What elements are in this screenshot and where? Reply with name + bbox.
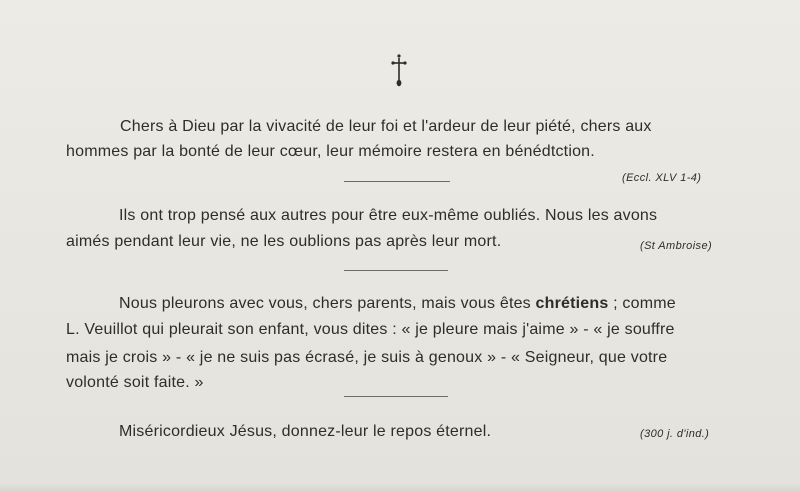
paragraph-2-line-1: Ils ont trop pensé aux autres pour être eux-même oubliés. Nous les avons bbox=[119, 207, 658, 224]
paragraph-1-line-1: Chers à Dieu par la vivacité de leur foi et l'ardeur de leur piété, chers aux bbox=[120, 118, 652, 135]
divider-2 bbox=[344, 270, 448, 271]
paragraph-3-line-1-end: ; comme bbox=[608, 295, 676, 312]
cross-icon bbox=[386, 50, 412, 90]
paragraph-1-line-2: hommes par la bonté de leur cœur, leur mémoire restera en bénédtction. bbox=[66, 143, 595, 160]
citation-indulgence: (300 j. d'ind.) bbox=[640, 428, 710, 440]
paragraph-3-line-4: volonté soit faite. » bbox=[66, 374, 204, 391]
paragraph-3-line-1-start: Nous pleurons avec vous, chers parents, mais vous êtes bbox=[119, 295, 536, 312]
paragraph-2-line-2: aimés pendant leur vie, ne les oublions pas après leur mort. bbox=[66, 233, 502, 250]
citation-ecclesiasticus: (Eccl. XLV 1-4) bbox=[622, 172, 702, 184]
paragraph-3-line-1 bbox=[119, 295, 676, 313]
chretiens-bold: chrétiens bbox=[535, 295, 609, 312]
citation-st-ambroise: (St Ambroise) bbox=[640, 240, 713, 252]
paragraph-3-line-2: L. Veuillot qui pleurait son enfant, vous dites : « je pleure mais j'aime » - « je souffre bbox=[66, 321, 675, 338]
card-bottom-edge bbox=[0, 482, 800, 492]
divider-1 bbox=[344, 181, 450, 182]
paragraph-3-line-3: mais je crois » - « je ne suis pas écrasé, je suis à genoux » - « Seigneur, que votre bbox=[66, 349, 668, 366]
paragraph-4-line-1: Miséricordieux Jésus, donnez-leur le repos éternel. bbox=[119, 423, 492, 440]
divider-3 bbox=[344, 396, 448, 397]
